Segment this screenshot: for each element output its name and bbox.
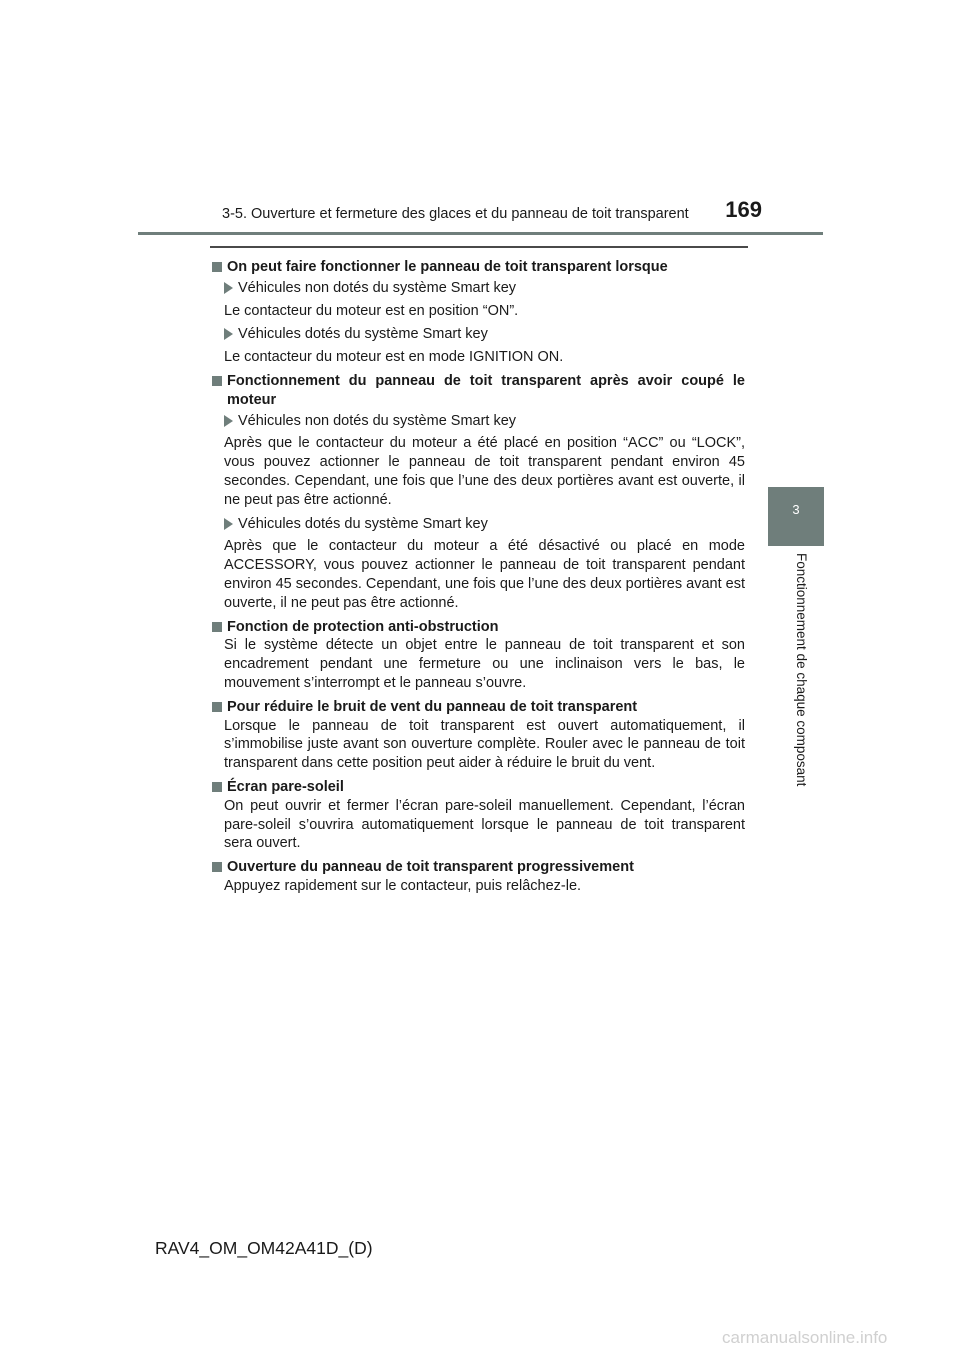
square-bullet-icon xyxy=(212,262,222,272)
square-bullet-icon xyxy=(212,862,222,872)
square-bullet-icon xyxy=(212,622,222,632)
main-content xyxy=(210,258,745,901)
chapter-number: 3 xyxy=(792,502,800,517)
sub-bullet xyxy=(224,279,745,298)
triangle-bullet-icon xyxy=(224,518,233,530)
sub-bullet xyxy=(224,412,745,431)
section xyxy=(210,858,745,896)
sub-bullet-text: Véhicules dotés du système Smart key xyxy=(238,326,488,343)
section xyxy=(210,618,745,693)
section-heading xyxy=(210,858,745,877)
section-heading xyxy=(210,258,745,277)
sub-bullet-text: Véhicules dotés du système Smart key xyxy=(238,515,488,532)
paragraph: Si le système détecte un objet entre le panneau de toit transparent et son encadrement pendant une fermeture ou une inclinaison vers le bas, le mouvement s’interrompt et le panneau s’ouvre. xyxy=(224,637,745,691)
section-heading-text: Ouverture du panneau de toit transparent progressivement xyxy=(227,859,634,876)
triangle-bullet-icon xyxy=(224,328,233,340)
section xyxy=(210,372,745,613)
paragraph: Après que le contacteur du moteur a été placé en position “ACC” ou “LOCK”, vous pouvez actionner le panneau de toit transparent pendant environ 45 secondes. Cependant, une fois que l’une des deux portières avant est ouverte, il ne peut pas être actionné. xyxy=(224,435,745,508)
chapter-label: Fonctionnement de chaque composant xyxy=(794,553,809,787)
sub-bullet-text: Véhicules non dotés du système Smart key xyxy=(238,412,517,429)
header-rule xyxy=(138,232,823,235)
sub-bullet-text: Véhicules non dotés du système Smart key xyxy=(238,279,517,296)
square-bullet-icon xyxy=(212,702,222,712)
square-bullet-icon xyxy=(212,376,222,386)
section-heading-text: Pour réduire le bruit de vent du panneau de toit transparent xyxy=(227,698,638,715)
triangle-bullet-icon xyxy=(224,282,233,294)
section-heading-text: Écran pare-soleil xyxy=(227,778,344,795)
section-heading xyxy=(210,618,745,637)
paragraph: On peut ouvrir et fermer l’écran pare-soleil manuellement. Cependant, l’écran pare-soleil s’ouvrira automatiquement lorsque le panneau de toit transparent sera ouvert. xyxy=(224,797,745,852)
section-heading-text: On peut faire fonctionner le panneau de toit transparent lorsque xyxy=(227,259,668,275)
paragraph: Le contacteur du moteur est en position “ON”. xyxy=(224,302,519,319)
content-rule xyxy=(210,246,748,248)
triangle-bullet-icon xyxy=(224,415,233,427)
section xyxy=(210,258,745,367)
section-heading xyxy=(210,372,745,410)
section xyxy=(210,698,745,773)
paragraph: Après que le contacteur du moteur a été désactivé ou placé en mode ACCESSORY, vous pouvez actionner le panneau de toit transparent pendant environ 45 secondes. Cependant, une fois que l’une des deux portières avant est ouverte, il ne peut pas être actionné. xyxy=(224,538,745,611)
square-bullet-icon xyxy=(212,782,222,792)
chapter-tab xyxy=(768,487,824,546)
section-heading-text: Fonction de protection anti-obstruction xyxy=(227,618,499,635)
section-heading xyxy=(210,778,745,797)
section xyxy=(210,778,745,853)
section-heading-text: Fonctionnement du panneau de toit transparent après avoir coupé le moteur xyxy=(227,372,745,408)
sub-bullet xyxy=(224,515,745,534)
section-heading xyxy=(210,698,745,717)
page-number: 169 xyxy=(725,197,762,222)
document-code: RAV4_OM_OM42A41D_(D) xyxy=(155,1238,373,1258)
watermark: carmanualsonline.info xyxy=(722,1328,888,1347)
section-header-title: 3-5. Ouverture et fermeture des glaces et du panneau de toit transparent xyxy=(222,206,689,222)
paragraph: Appuyez rapidement sur le contacteur, puis relâchez-le. xyxy=(224,877,582,894)
paragraph: Le contacteur du moteur est en mode IGNITION ON. xyxy=(224,349,564,366)
sub-bullet xyxy=(224,325,745,344)
paragraph: Lorsque le panneau de toit transparent est ouvert automatiquement, il s’immobilise juste avant son ouverture complète. Rouler avec le panneau de toit transparent dans cette position peut aider à réduire le bruit du vent. xyxy=(224,717,745,772)
